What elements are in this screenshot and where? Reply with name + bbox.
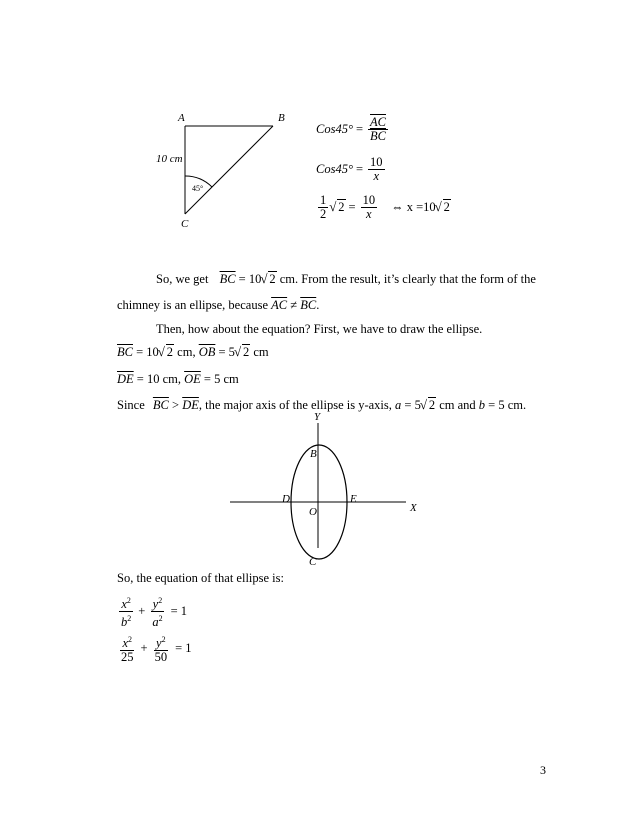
ellipse-label-d: D <box>282 493 290 505</box>
since-beq: = 5 cm. <box>488 398 527 412</box>
fe1-a-sup: 2 <box>158 614 163 624</box>
lbc-eq2: = 5 <box>218 345 235 359</box>
since-a: a <box>395 398 402 412</box>
fe2-den2: 50 <box>154 650 168 665</box>
since-acm: cm and <box>439 398 476 412</box>
lde-oe: $\overline{OE}$ <box>184 372 201 386</box>
p1-bc2: $\overline{BC}$ <box>300 298 317 312</box>
lbc-cm1: cm, <box>177 345 196 359</box>
eq3-result: ⇔ x =10 <box>391 200 436 214</box>
lde-eq1: = 10 cm, <box>136 372 181 386</box>
fe2-y-sup: 2 <box>161 635 166 644</box>
equation-cos-value: Cos45° = $\frac{10}{x}$ <box>316 155 383 183</box>
line-bc-ob <box>117 345 269 360</box>
lbc-ob: $\overline{OB}$ <box>198 345 216 359</box>
fe2-y: y <box>156 636 162 651</box>
since-lead: Since <box>117 398 145 412</box>
eq2-numerator: 10 <box>370 155 383 169</box>
lde-de: $\overline{DE}$ <box>117 372 134 386</box>
since-aroot: 2 <box>428 398 436 412</box>
equation-cos-ratio: Cos45° = $\frac{\overline{AC}}{BC}$ <box>316 115 386 143</box>
equation-solve-x: $\frac{1}{2}$ √ 2 = $\frac{10}{x}$ ⇔ x =10 √ 2 <box>316 194 451 221</box>
eq1-numerator: $\overline{AC}$ <box>370 115 386 129</box>
eq3-root: 2 <box>338 200 345 214</box>
paragraph1-line2 <box>117 298 319 313</box>
fe1-y: y <box>152 597 159 612</box>
p1-dot: . <box>316 298 320 312</box>
fe2-eq: = 1 <box>175 641 192 656</box>
lbc-r1: 2 <box>166 345 174 359</box>
equation-intro: So, the equation of that ellipse is: <box>117 571 284 585</box>
p1-root: 2 <box>269 272 276 286</box>
fe1-b: b <box>121 615 128 630</box>
ellipse-label-e: E <box>350 493 357 505</box>
p1-bc: $\overline{BC}$ <box>219 272 236 286</box>
ellipse-label-c: C <box>309 556 317 568</box>
since-b: b <box>478 398 486 412</box>
fe1-b-sup: 2 <box>127 614 132 624</box>
lbc-cm2: cm <box>253 345 269 359</box>
since-de: $\overline{DE}$ <box>182 398 199 412</box>
line-de-oe <box>117 372 239 387</box>
fe2-x: x <box>122 636 129 651</box>
p1-eq: = 10 <box>238 272 262 286</box>
lbc-r2: 2 <box>242 345 250 359</box>
label-c: C <box>181 218 189 230</box>
eq3-half-den: 2 <box>320 207 327 221</box>
eq3-half-num: 1 <box>320 193 327 207</box>
label-b: B <box>278 112 285 124</box>
cos-lhs: Cos45° <box>316 122 353 136</box>
lbc-eq1: = 10 <box>136 345 159 359</box>
eq2-denominator: x <box>373 169 380 183</box>
lde-eq2: = 5 cm <box>203 372 239 386</box>
since-aeq: = 5 <box>404 398 421 412</box>
paragraph1-line1 <box>156 272 536 287</box>
fe1-x: x <box>121 597 127 612</box>
label-a: A <box>178 112 185 124</box>
fe1-eq: = 1 <box>170 604 187 619</box>
lbc-bc: $\overline{BC}$ <box>117 345 133 359</box>
p1-rest: cm. From the result, it’s clearly that the form of the <box>279 272 536 286</box>
fe1-plus: + <box>138 604 146 619</box>
since-line <box>117 398 526 413</box>
eq3-denominator: x <box>366 207 372 221</box>
paragraph2: Then, how about the equation? First, we have to draw the ellipse. <box>156 322 483 336</box>
p1-ac: $\overline{AC}$ <box>271 298 288 312</box>
eq3-result-root: 2 <box>443 200 450 214</box>
since-gt: > <box>172 398 180 412</box>
final-equation-general <box>117 594 187 629</box>
side-length-label: 10 cm <box>156 153 183 165</box>
ellipse-label-b: B <box>310 448 317 460</box>
cos-lhs-2: Cos45° <box>316 162 353 176</box>
eq3-numerator: 10 <box>362 193 376 207</box>
fe2-plus: + <box>140 641 148 656</box>
angle-label: 45° <box>192 184 204 193</box>
triangle-side-bc <box>185 126 273 214</box>
since-mid: , the major axis of the ellipse is y-axis, <box>198 398 392 412</box>
fe1-x-sup: 2 <box>126 596 131 605</box>
page-number: 3 <box>540 763 546 777</box>
fe1-y-sup: 2 <box>158 596 163 605</box>
p1-lead: So, we get <box>156 272 209 286</box>
fe2-den1: 25 <box>121 650 134 665</box>
ellipse-label-y: Y <box>314 411 321 423</box>
eq1-denominator: BC <box>370 129 386 143</box>
p1-neq: ≠ <box>290 298 298 312</box>
fe1-a: a <box>152 615 159 630</box>
ellipse-label-x: X <box>410 502 417 514</box>
final-equation-numeric <box>117 633 192 664</box>
ellipse-label-o: O <box>309 506 317 518</box>
fe2-x-sup: 2 <box>128 635 133 644</box>
since-bc: $\overline{BC}$ <box>152 398 169 412</box>
p1-line2a: chimney is an ellipse, because <box>117 298 268 312</box>
